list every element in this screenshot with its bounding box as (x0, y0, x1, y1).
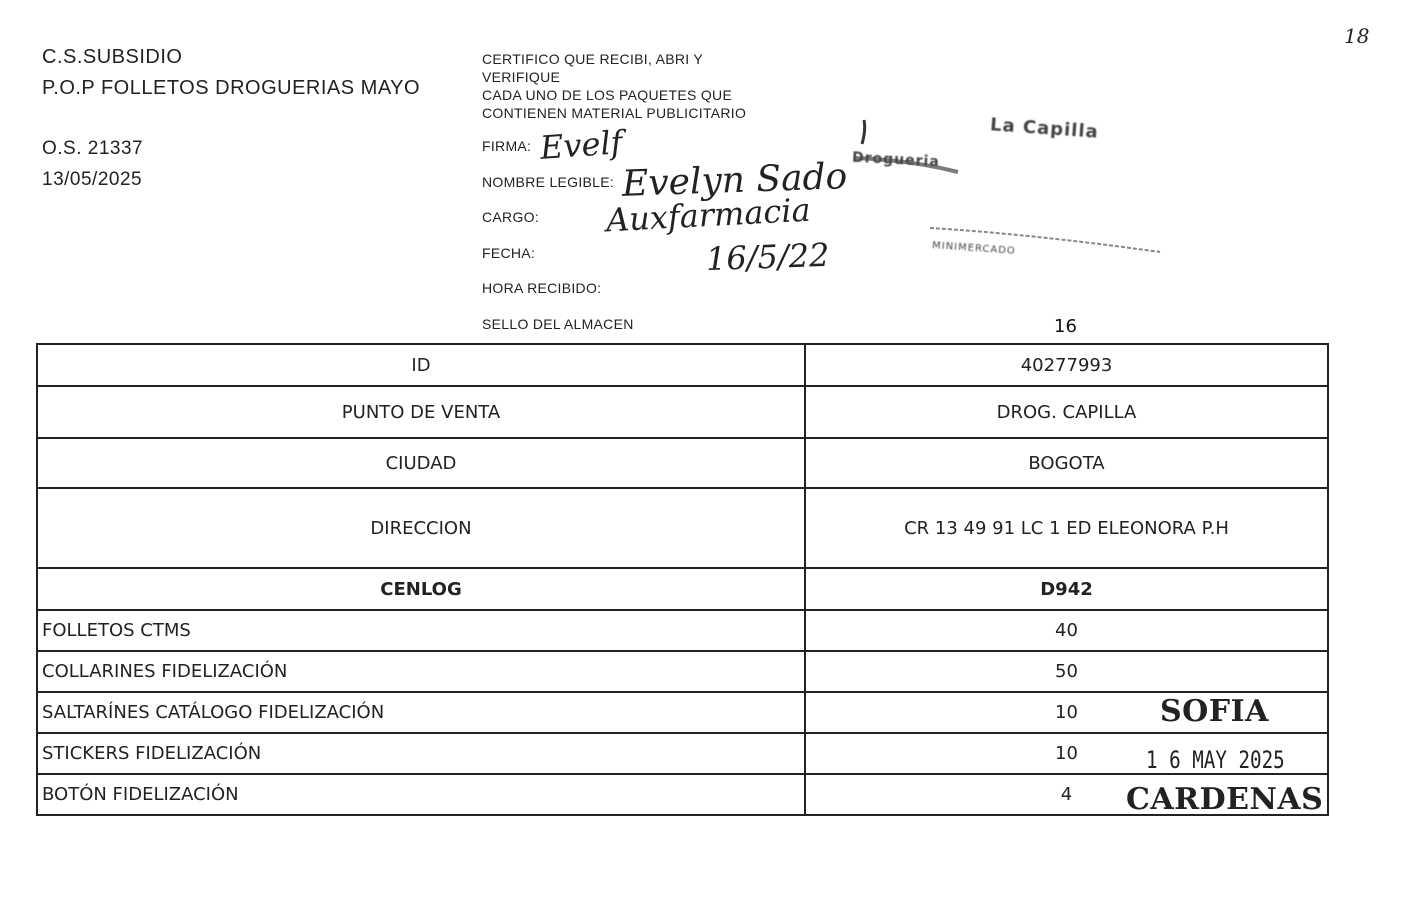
cargo-label: CARGO: (482, 209, 540, 225)
hora-label: HORA RECIBIDO: (482, 280, 602, 296)
receipt-stamp-first-name: SOFIA (1160, 694, 1269, 729)
certificate-line: CONTIENEN MATERIAL PUBLICITARIO (482, 105, 747, 121)
fecha-label: FECHA: (482, 245, 536, 261)
row-value: 40277993 (805, 344, 1328, 386)
item-quantity: 4 (805, 774, 1328, 815)
item-quantity: 10 (805, 733, 1328, 774)
item-label: COLLARINES FIDELIZACIÓN (37, 651, 805, 692)
row-label: ID (37, 344, 805, 386)
warehouse-stamp-line: MINIMERCADO (931, 240, 1017, 257)
item-row (37, 692, 1328, 733)
corner-handwritten-mark: 18 (1344, 24, 1370, 48)
row-value: DROG. CAPILLA (805, 386, 1328, 438)
item-label: SALTARÍNES CATÁLOGO FIDELIZACIÓN (37, 692, 805, 733)
item-row (37, 610, 1328, 651)
row-label: DIRECCION (37, 488, 805, 568)
certificate-line: CERTIFICO QUE RECIBI, ABRI Y (482, 51, 704, 67)
table-row (37, 568, 1328, 610)
certificate-text (482, 50, 746, 122)
name-handwriting: Evelyn Sado (621, 156, 848, 205)
box-number: 16 (1054, 316, 1077, 337)
firma-label: FIRMA: (482, 138, 532, 154)
item-quantity: 40 (805, 610, 1328, 651)
document-date: 13/05/2025 (42, 169, 143, 190)
warehouse-stamp-name: La Capilla (989, 114, 1100, 143)
nombre-label: NOMBRE LEGIBLE: (482, 174, 615, 190)
sello-label: SELLO DEL ALMACEN (482, 316, 634, 332)
row-label: CENLOG (37, 568, 805, 610)
row-value: CR 13 49 91 LC 1 ED ELEONORA P.H (805, 488, 1328, 568)
item-label: FOLLETOS CTMS (37, 610, 805, 651)
item-row (37, 733, 1328, 774)
receipt-stamp-last-name: CARDENAS (1126, 782, 1324, 817)
row-value: D942 (805, 568, 1328, 610)
date-handwriting: 16/5/22 (705, 235, 830, 279)
table-row (37, 344, 1328, 386)
row-label: CIUDAD (37, 438, 805, 488)
item-label: STICKERS FIDELIZACIÓN (37, 733, 805, 774)
item-label: BOTÓN FIDELIZACIÓN (37, 774, 805, 815)
receipt-stamp-date: 1 6 MAY 2025 (1146, 746, 1285, 774)
role-handwriting: Auxfarmacia (605, 190, 812, 240)
item-quantity: 10 (805, 692, 1328, 733)
warehouse-stamp-sub: Drogueria (851, 149, 941, 171)
table-row (37, 386, 1328, 438)
signature-handwriting: Evelf (538, 123, 624, 167)
table-row (37, 438, 1328, 488)
item-row (37, 651, 1328, 692)
order-number: O.S. 21337 (42, 138, 144, 159)
warehouse-stamp-marks (850, 110, 1170, 270)
table-row (37, 488, 1328, 568)
company-name: C.S.SUBSIDIO (42, 46, 183, 68)
certificate-line: VERIFIQUE (482, 69, 561, 85)
certificate-line: CADA UNO DE LOS PAQUETES QUE (482, 87, 733, 103)
delivery-table (36, 343, 1329, 816)
item-quantity: 50 (805, 651, 1328, 692)
row-label: PUNTO DE VENTA (37, 386, 805, 438)
row-value: BOGOTA (805, 438, 1328, 488)
document-subject: P.O.P FOLLETOS DROGUERIAS MAYO (42, 77, 421, 99)
